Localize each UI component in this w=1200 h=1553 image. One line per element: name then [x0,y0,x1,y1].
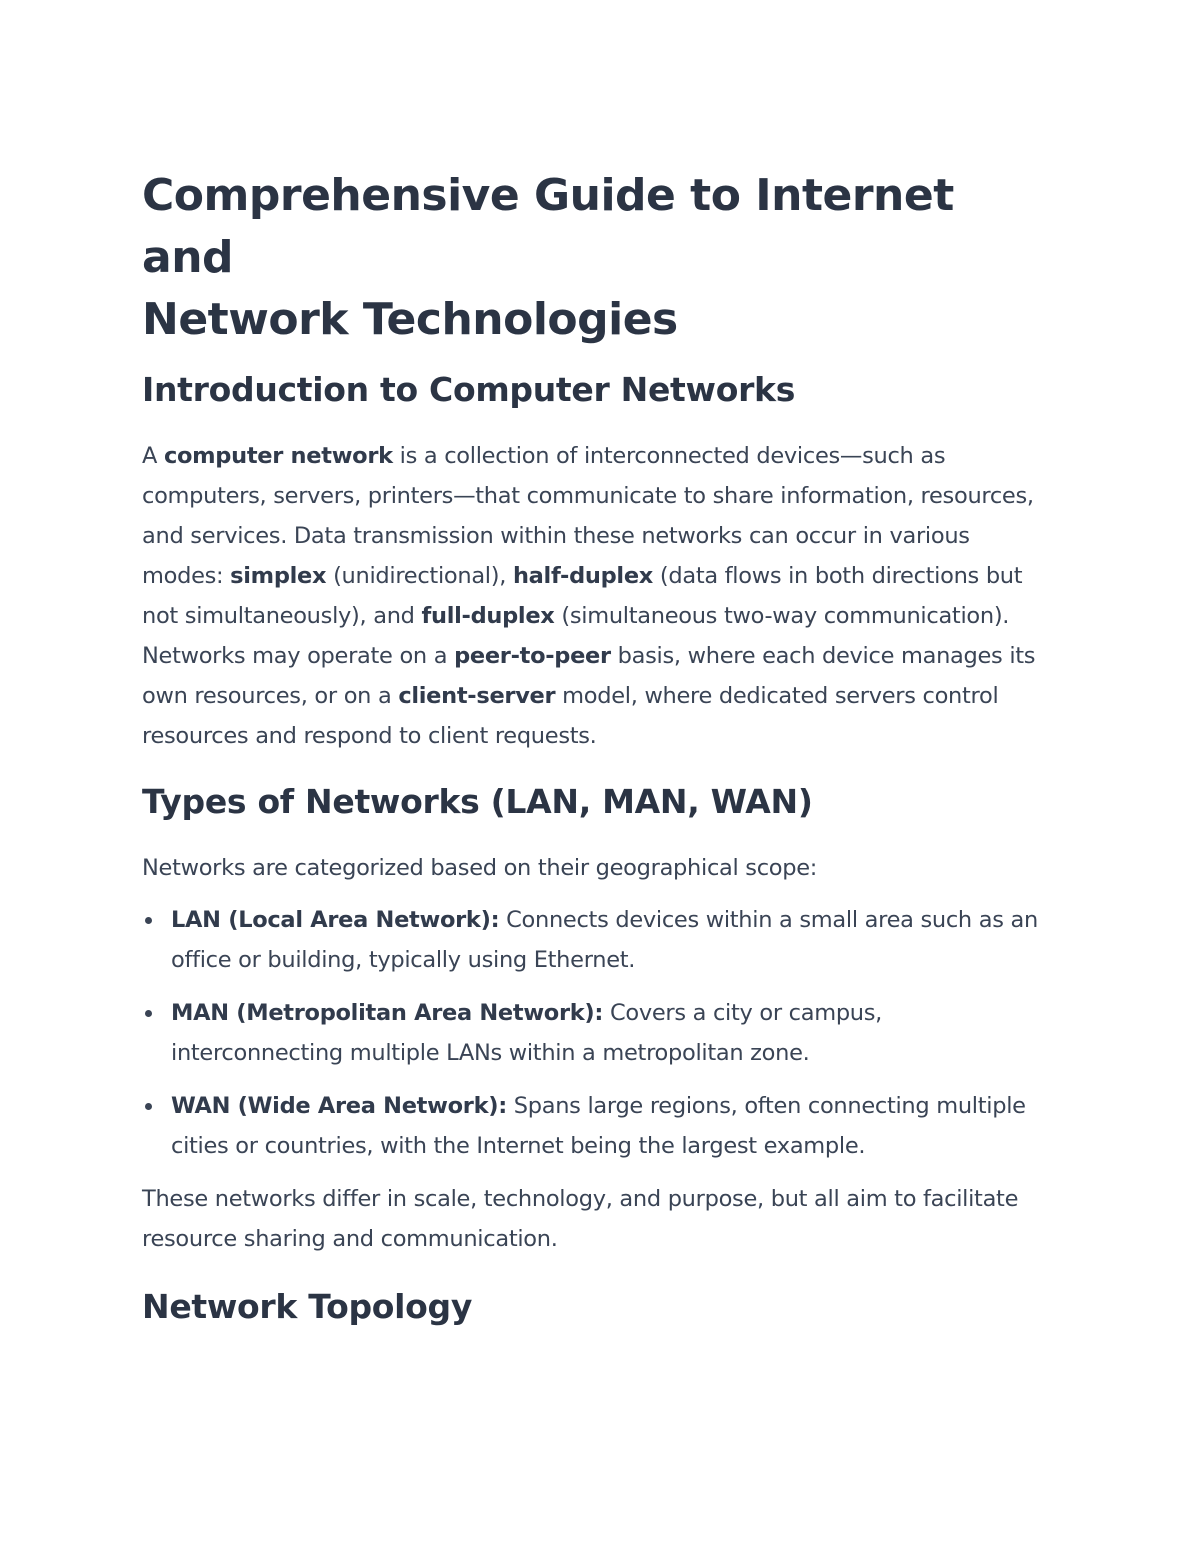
term-half-duplex: half-duplex [512,563,654,589]
term-full-duplex: full-duplex [421,603,555,629]
title-line-2: Network Technologies [142,294,678,345]
term-simplex: simplex [230,563,327,589]
document-title [142,165,1057,351]
heading-types-of-networks: Types of Networks (LAN, MAN, WAN) [142,782,813,821]
document-page [142,165,1057,1329]
network-types-list [142,900,1057,1166]
heading-intro-networks: Introduction to Computer Networks [142,370,796,409]
intro-paragraph: A computer network is a collection of interconnected devices—such as computers, servers, printers—that communicate to share information, resources, and services. Data transmission within these networks can occur in various modes: simplex (unidirectional), half-duplex (data flows in both directions but not simultaneously), and full-duplex (simultaneous two-way communication). Networks may operate on a peer-to-peer basis, where each device manages its own resources, or on a client-server model, where dedicated servers control resources and respond to client requests. [142,443,1036,749]
bullet-icon [145,917,152,924]
heading-network-topology: Network Topology [142,1287,473,1326]
list-item-wan: WAN (Wide Area Network): Spans large regions, often connecting multiple cities or countries, with the Internet being the largest example. [142,1086,1057,1166]
title-line-1: Comprehensive Guide to Internet and [142,170,954,283]
types-intro-paragraph: Networks are categorized based on their geographical scope: [142,855,818,881]
bullet-icon [145,1010,152,1017]
term-peer-to-peer: peer-to-peer [454,643,611,669]
term-client-server: client-server [398,683,556,709]
list-item-man: MAN (Metropolitan Area Network): Covers a city or campus, interconnecting multiple LANs within a metropolitan zone. [142,993,1057,1073]
types-outro-paragraph: These networks differ in scale, technology, and purpose, but all aim to facilitate resource sharing and communication. [142,1186,1019,1252]
bullet-icon [145,1103,152,1110]
list-item-lan: LAN (Local Area Network): Connects devices within a small area such as an office or building, typically using Ethernet. [142,900,1057,980]
term-computer-network: computer network [163,443,393,469]
